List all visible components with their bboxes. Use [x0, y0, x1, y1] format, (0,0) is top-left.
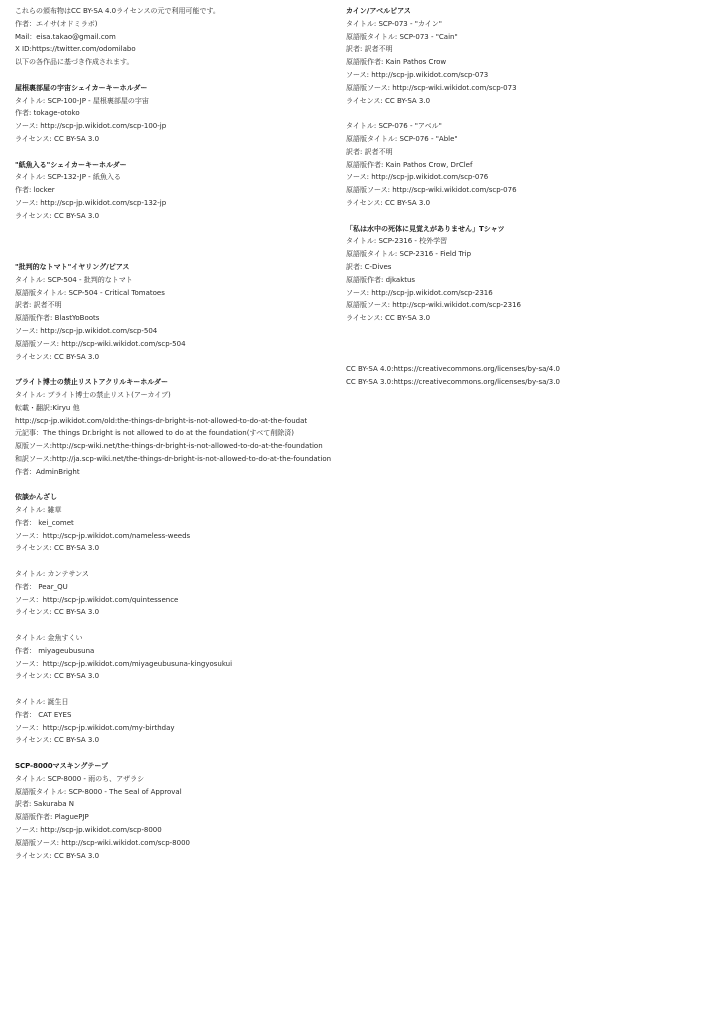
section-masking-tape [15, 760, 345, 862]
spacer [15, 146, 345, 159]
intro-line: X ID:https://twitter.com/odomilabo [15, 45, 136, 54]
left-column [15, 5, 345, 862]
credit-line: ソース：http://scp-jp.wikidot.com/quintessence [15, 595, 179, 604]
spacer [15, 555, 345, 568]
credit-line: タイトル: SCP-076 - "アベル" [346, 122, 442, 131]
section-heading: SCP-8000マスキングテープ [15, 762, 109, 771]
credit-line: ソース: http://scp-jp.wikidot.com/scp-8000 [15, 826, 162, 834]
intro-line: 以下の各作品に基づき作成されます。 [15, 58, 134, 67]
credit-line: 和訳ソース:http://ja.scp-wiki.net/the-things-dr-bright-is-not-allowed-to-do-at-the-foundation [15, 454, 332, 463]
spacer [15, 619, 345, 632]
credit-line: 元記事：The things Dr.bright is not allowed to do at the foundation(すべて削除済) [15, 429, 295, 438]
credit-line: 原語版作者: BlastYoBoots [15, 314, 100, 323]
spacer [15, 223, 345, 249]
section-heading: 屋根裏部屋の宇宙シェイカーキーホルダー [15, 83, 148, 92]
credit-line: ソース: http://scp-jp.wikidot.com/scp-504 [15, 326, 158, 335]
credit-line: 作者： Pear_QU [15, 582, 68, 591]
credit-line: 原語版タイトル: SCP-8000 - The Seal of Approval [15, 787, 182, 796]
credit-line: ライセンス: CC BY-SA 3.0 [15, 211, 100, 220]
credit-line: ライセンス: CC BY-SA 3.0 [15, 851, 100, 860]
intro-line: Mail：eisa.takao@gmail.com [15, 32, 116, 41]
credit-line: 訳者: 訳者不明 [15, 301, 62, 310]
spacer [346, 325, 716, 351]
credit-line: 原語版タイトル: SCP-073 - "Cain" [346, 32, 458, 41]
credit-line: ライセンス: CC BY-SA 3.0 [15, 134, 100, 143]
credit-line: ソース: http://scp-jp.wikidot.com/scp-132-jp [15, 198, 167, 207]
section-tomato-earring [15, 261, 345, 363]
credit-line: ライセンス: CC BY-SA 3.0 [15, 672, 100, 681]
section-heading: ブライト博士の禁止リストアクリルキーホルダー [15, 378, 168, 387]
license-link-line: CC BY-SA 3.0:https://creativecommons.org/licenses/by-sa/3.0 [346, 378, 560, 387]
credit-line: ソース: http://scp-jp.wikidot.com/scp-073 [346, 70, 489, 79]
license-links [346, 363, 716, 389]
section-heading: "紙魚入る"シェイカーキーホルダー [15, 160, 127, 169]
credit-line: ソース: http://scp-jp.wikidot.com/scp-100-jp [15, 122, 167, 131]
credit-line: ライセンス: CC BY-SA 3.0 [346, 96, 431, 105]
credit-line: タイトル: SCP-132-JP - 紙魚入る [15, 173, 121, 182]
section-kanzashi [15, 491, 345, 747]
credit-line: 原語版作者: Kain Pathos Crow [346, 58, 447, 67]
section-heading: 依談かんざし [15, 493, 57, 502]
credit-line: ライセンス: CC BY-SA 3.0 [15, 544, 100, 553]
spacer [15, 69, 345, 82]
credit-line: 原語版ソース: http://scp-wiki.wikidot.com/scp-2316 [346, 301, 521, 310]
credit-line: ライセンス: CC BY-SA 3.0 [15, 736, 100, 745]
credit-line: 作者：AdminBright [15, 467, 80, 476]
credit-line: タイトル: SCP-073 - "カイン" [346, 19, 442, 28]
spacer [15, 478, 345, 491]
section-tshirt [346, 223, 716, 325]
credit-line: 訳者: 訳者不明 [346, 147, 393, 156]
section-heading: 「私は水中の死体に見覚えがありません」Tシャツ [346, 224, 505, 233]
spacer [15, 683, 345, 696]
credit-line: ライセンス: CC BY-SA 3.0 [346, 314, 431, 323]
credit-line: 作者： kei_comet [15, 518, 74, 527]
credit-line: タイトル: SCP-8000 - 雨のち、アザラシ [15, 774, 145, 783]
credit-line: ソース：http://scp-jp.wikidot.com/nameless-weeds [15, 531, 191, 540]
credit-line: タイトル: カンテサンス [15, 570, 89, 579]
credit-line: ライセンス: CC BY-SA 3.0 [15, 608, 100, 617]
section-shigyo-keyholder [15, 159, 345, 223]
credit-line: 訳者: C-Dives [346, 262, 392, 271]
credit-line: タイトル: SCP-100-JP - 屋根裏部屋の宇宙 [15, 96, 149, 105]
section-heading: カイン/アベルピアス [346, 7, 411, 15]
credit-line: タイトル: 雑草 [15, 506, 62, 515]
credit-line: http://scp-jp.wikidot.com/old:the-things-dr-bright-is-not-allowed-to-do-at-the-foudat [15, 416, 308, 425]
credit-line: 原語版タイトル: SCP-2316 - Field Trip [346, 250, 472, 259]
intro-line: 作者：エイサ(オドミラボ) [15, 19, 98, 28]
credit-line: 原語版ソース: http://scp-wiki.wikidot.com/scp-504 [15, 339, 186, 348]
spacer [15, 747, 345, 760]
credit-line: ソース: http://scp-jp.wikidot.com/scp-2316 [346, 288, 493, 297]
credit-line: 原語版ソース: http://scp-wiki.wikidot.com/scp-8000 [15, 838, 190, 847]
credit-line: 原語版ソース: http://scp-wiki.wikidot.com/scp-076 [346, 186, 517, 195]
spacer [346, 210, 716, 223]
credit-line: 訳者: 訳者不明 [346, 45, 393, 54]
credit-line: タイトル: 誕生日 [15, 698, 69, 707]
credit-line: 作者： CAT EYES [15, 710, 72, 719]
intro-block [15, 5, 345, 69]
section-heading: "批判的なトマト"イヤリング/ピアス [15, 262, 130, 271]
credit-line: ソース: http://scp-jp.wikidot.com/scp-076 [346, 173, 489, 182]
credit-line: 原語版作者: djkaktus [346, 275, 416, 284]
credit-line: 作者: tokage-otoko [15, 109, 80, 118]
spacer [15, 248, 345, 261]
intro-line: これらの頒布物はCC BY-SA 4.0ライセンスの元で利用可能です。 [15, 7, 220, 15]
spacer [346, 107, 716, 120]
section-cain-able-earring [346, 5, 716, 210]
credit-line: 原語版タイトル: SCP-076 - "Able" [346, 134, 458, 143]
credit-line: 作者： miyageubusuna [15, 646, 95, 655]
license-link-line: CC BY-SA 4.0:https://creativecommons.org/licenses/by-sa/4.0 [346, 365, 560, 374]
credit-line: 原語版ソース: http://scp-wiki.wikidot.com/scp-073 [346, 83, 517, 92]
credit-line: 訳者: Sakuraba N [15, 800, 74, 809]
spacer [346, 351, 716, 364]
section-bright-keyholder [15, 376, 345, 478]
credit-line: タイトル: ブライト博士の禁止リスト(アーカイブ) [15, 390, 171, 399]
credit-line: 原語版作者: Kain Pathos Crow, DrClef [346, 160, 473, 169]
credit-line: ソース：http://scp-jp.wikidot.com/miyageubusuna-kingyosukui [15, 659, 233, 668]
credit-line: ソース：http://scp-jp.wikidot.com/my-birthday [15, 723, 175, 732]
credit-line: ライセンス: CC BY-SA 3.0 [346, 198, 431, 207]
credit-line: タイトル: SCP-504 - 批判的なトマト [15, 275, 133, 284]
right-column [346, 5, 716, 389]
credit-line: タイトル: SCP-2316 - 校外学習 [346, 237, 448, 246]
spacer [15, 363, 345, 376]
section-uchu-keyholder [15, 82, 345, 146]
credit-line: 原語版作者: PlaguePJP [15, 813, 89, 822]
credit-line: 作者: locker [15, 186, 55, 195]
credit-line: 転載・翻訳:Kiryu 他 [15, 403, 80, 412]
credit-line: ライセンス: CC BY-SA 3.0 [15, 352, 100, 361]
credit-line: タイトル: 金魚すくい [15, 634, 83, 643]
credit-line: 原語版タイトル: SCP-504 - Critical Tomatoes [15, 288, 165, 297]
credit-line: 原版ソース:http://scp-wiki.net/the-things-dr-bright-is-not-allowed-to-do-at-the-foundation [15, 442, 323, 451]
